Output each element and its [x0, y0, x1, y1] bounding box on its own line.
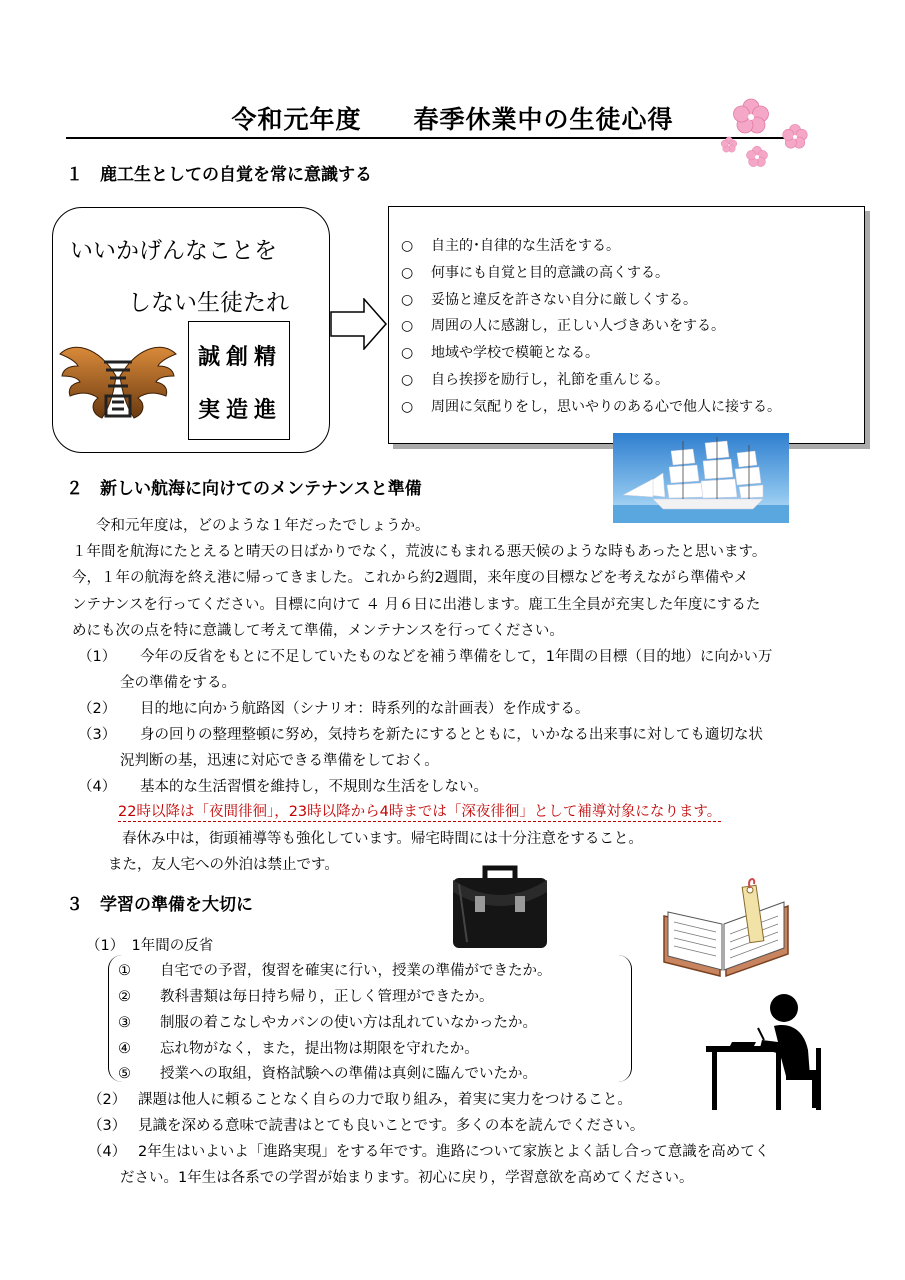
school-emblem-icon [58, 336, 178, 426]
item-text: 2年生はいよいよ「進路実現」をする年です。進路について家族とよく話し合って意識を高めてく [138, 1144, 770, 1160]
item-text: 課題は他人に頼ることなく自らの力で取り組み，着実に実力をつけること。 [138, 1092, 632, 1108]
paragraph-line: めにも次の点を特に意識して考えて準備，メンテナンスを行ってください。 [72, 623, 564, 639]
checklist-item: ⑤ 授業への取組，資格試験への準備は真剣に臨んでいたか。 [118, 1066, 537, 1082]
conduct-item: ○ 周囲に気配りをし，思いやりのある心で他人に接する。 [401, 398, 781, 415]
section3-heading: ３ 学習の準備を大切に [66, 895, 253, 915]
item-number: （1） [78, 649, 117, 665]
item-text: 見識を深める意味で読書はとても良いことです。多くの本を読んでください。 [138, 1118, 645, 1134]
section2-heading: ２ 新しい航海に向けてのメンテナンスと準備 [66, 479, 422, 499]
studying-person-icon [704, 990, 832, 1112]
item-number: （3） [78, 727, 117, 743]
checklist-item: ① 自宅での予習，復習を確実に行い，授業の準備ができたか。 [118, 963, 552, 979]
item-number: （4） [78, 779, 117, 795]
paragraph-line: １年間を航海にたとえると晴天の日ばかりでなく，荒波にもまれる悪天候のような時もあったと思います。 [72, 544, 767, 560]
item-number: （3） [88, 1118, 127, 1134]
conduct-item: ○ 自ら挨拶を励行し，礼節を重んじる。 [401, 371, 669, 388]
item-text: 身の回りの整理整頓に努め，気持ちを新たにするとともに，いかなる出来事に対しても適切な状 [140, 727, 763, 743]
reflection-subheading: （1） 1年間の反省 [86, 938, 214, 954]
note-line: また，友人宅への外泊は禁止です。 [108, 857, 339, 873]
conduct-list-box [388, 206, 865, 444]
checklist-item: ④ 忘れ物がなく，また，提出物は期限を守れたか。 [118, 1041, 479, 1057]
open-book-icon [660, 876, 792, 980]
checklist-item: ② 教科書類は毎日持ち帰り，正しく管理ができたか。 [118, 989, 494, 1005]
paragraph-line: 令和元年度は，どのような１年だったでしょうか。 [96, 518, 430, 534]
arrow-right-icon [330, 298, 388, 350]
conduct-item: ○ 自主的･自律的な生活をする。 [401, 238, 620, 254]
title-underline [66, 137, 806, 139]
item-text-cont: 全の準備をする。 [120, 675, 236, 691]
item-text: 基本的な生活習慣を維持し，不規則な生活をしない。 [140, 779, 488, 795]
section1-heading: １ 鹿工生としての自覚を常に意識する [66, 165, 372, 185]
note-line: 春休み中は，街頭補導等も強化しています。帰宅時間には十分注意をすること。 [122, 831, 643, 847]
item-number: （4） [88, 1144, 127, 1160]
checklist-item: ③ 制服の着こなしやカバンの使い方は乱れていなかったか。 [118, 1015, 537, 1031]
paragraph-line: 今，１年の航海を終え港に帰ってきました。これから約2週間，来年度の目標などを考えながら準備やメ [72, 570, 749, 586]
conduct-item: ○ 地域や学校で模範となる。 [401, 345, 599, 362]
sailing-ship-image [613, 433, 789, 523]
sakura-flowers-icon [715, 95, 815, 175]
briefcase-icon [447, 862, 553, 952]
item-text: 今年の反省をもとに不足していたものなどを補う準備をして，1年間の目標（目的地）に向かい万 [140, 649, 773, 665]
curfew-warning: 22時以降は「夜間徘徊」，23時以降から4時までは「深夜徘徊」として補導対象になります。 [118, 800, 721, 822]
item-text-cont: 況判断の基，迅速に対応できる準備をしておく。 [120, 753, 439, 769]
school-motto-row2: 実造進 [198, 397, 283, 423]
school-motto-row1: 誠創精 [198, 344, 283, 370]
item-number: （2） [88, 1092, 127, 1108]
conduct-item: ○ 周囲の人に感謝し，正しい人づきあいをする。 [401, 318, 725, 335]
paragraph-line: ンテナンスを行ってください。目標に向けて ４ 月６日に出港します。鹿工生全員が充実した年度にするた [72, 597, 761, 613]
item-number: （2） [78, 701, 117, 717]
item-text: 目的地に向かう航路図（シナリオ：時系列的な計画表）を作成する。 [140, 701, 590, 717]
page-title: 令和元年度 春季休業中の生徒心得 [231, 105, 674, 134]
motto-line2: しない生徒たれ [128, 290, 289, 316]
conduct-item: ○ 妥協と違反を許さない自分に厳しくする。 [401, 291, 697, 308]
motto-line1: いいかげんなことを [70, 238, 277, 264]
conduct-item: ○ 何事にも自覚と目的意識の高くする。 [401, 264, 669, 281]
item-text-cont: ださい。1年生は各系での学習が始まります。初心に戻り，学習意欲を高めてください。 [120, 1170, 694, 1186]
